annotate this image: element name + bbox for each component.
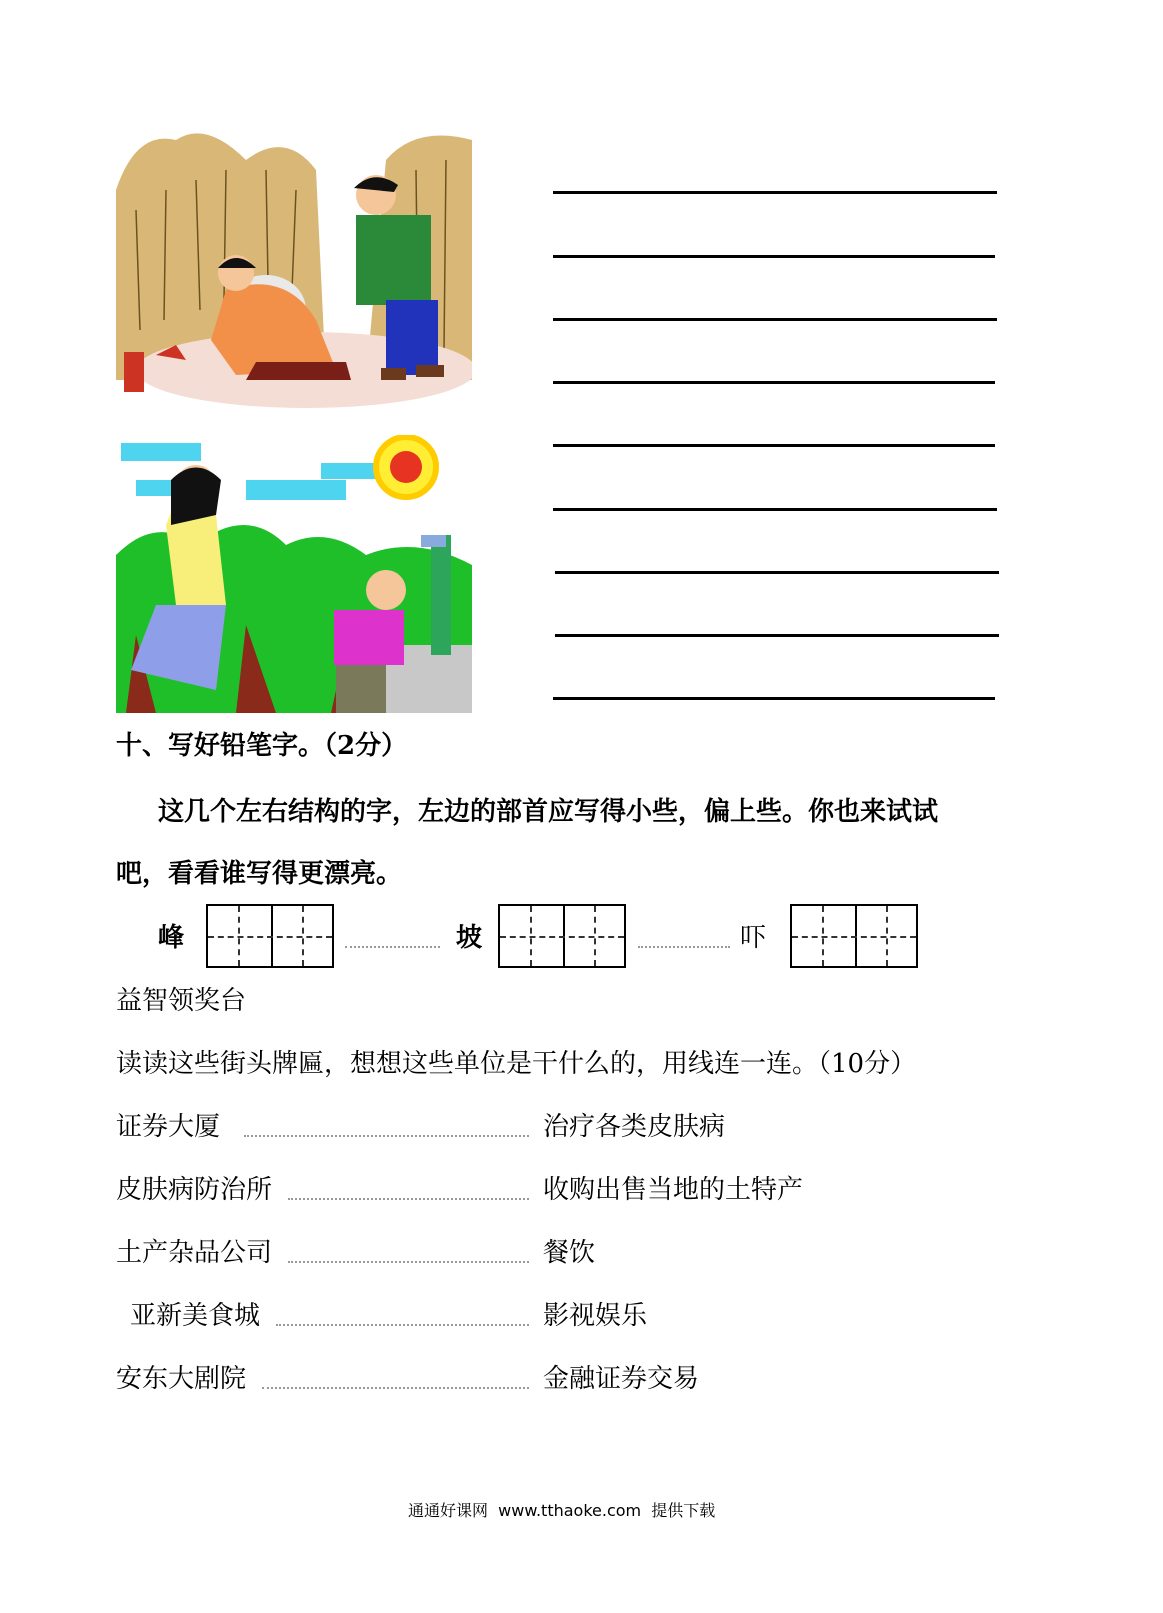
answer-line[interactable] xyxy=(553,508,997,511)
dotted-leader xyxy=(345,946,440,948)
answer-line[interactable] xyxy=(553,697,995,700)
bonus-instruction: 读读这些街头牌匾，想想这些单位是干什么的，用线连一连。（10分） xyxy=(116,1049,917,1079)
match-left-item[interactable]: 证券大厦 xyxy=(116,1112,221,1142)
answer-line[interactable] xyxy=(553,255,995,258)
dotted-leader xyxy=(244,1135,529,1137)
match-right-item[interactable]: 餐饮 xyxy=(543,1238,596,1268)
practice-character: 峰 xyxy=(158,923,185,953)
answer-line[interactable] xyxy=(555,571,999,574)
match-left-item[interactable]: 皮肤病防治所 xyxy=(116,1175,273,1205)
illustration-haystack-fire xyxy=(116,130,472,414)
page-footer: 通通好课网 www.tthaoke.com 提供下载 xyxy=(408,1501,716,1520)
match-left-item[interactable]: 土产杂品公司 xyxy=(116,1238,273,1268)
writing-grid[interactable] xyxy=(498,904,626,968)
match-right-item[interactable]: 金融证券交易 xyxy=(543,1364,700,1394)
bonus-title: 益智领奖台 xyxy=(116,986,247,1016)
match-right-item[interactable]: 影视娱乐 xyxy=(543,1301,648,1331)
answer-line[interactable] xyxy=(553,191,997,194)
instruction-text: 吧，看看谁写得更漂亮。 xyxy=(116,859,403,889)
dotted-leader xyxy=(276,1324,529,1326)
dotted-leader xyxy=(288,1198,529,1200)
match-right-item[interactable]: 收购出售当地的土特产 xyxy=(543,1175,804,1205)
illustration-water-tap xyxy=(116,435,472,713)
match-left-item[interactable]: 安东大剧院 xyxy=(116,1364,247,1394)
practice-character: 吓 xyxy=(740,923,767,953)
practice-character: 坡 xyxy=(456,923,483,953)
dotted-leader xyxy=(262,1387,529,1389)
answer-line[interactable] xyxy=(555,634,999,637)
answer-line[interactable] xyxy=(553,318,997,321)
writing-grid[interactable] xyxy=(790,904,918,968)
match-right-item[interactable]: 治疗各类皮肤病 xyxy=(543,1112,726,1142)
dotted-leader xyxy=(638,946,730,948)
writing-grid[interactable] xyxy=(206,904,334,968)
instruction-text: 这几个左右结构的字，左边的部首应写得小些，偏上些。你也来试试 xyxy=(158,797,939,827)
section-heading: 十、写好铅笔字。（2分） xyxy=(116,731,408,761)
match-left-item[interactable]: 亚新美食城 xyxy=(130,1301,261,1331)
answer-line[interactable] xyxy=(553,381,995,384)
answer-line[interactable] xyxy=(553,444,995,447)
dotted-leader xyxy=(288,1261,529,1263)
